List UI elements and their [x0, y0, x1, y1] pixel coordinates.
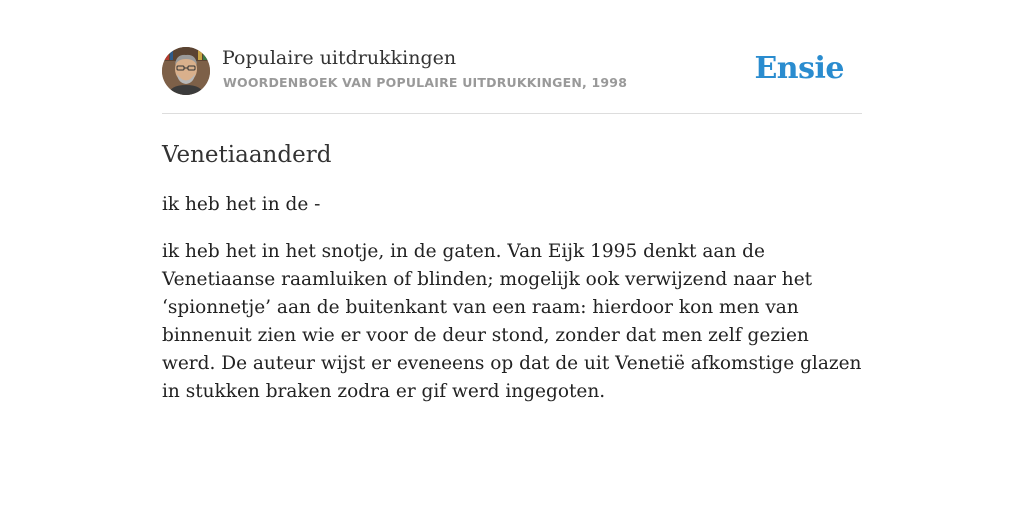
source-header: [162, 46, 862, 114]
ensie-logo[interactable]: Ensie: [754, 51, 844, 86]
entry-paragraph: ik heb het in de -: [162, 194, 321, 215]
source-title[interactable]: Populaire uitdrukkingen: [222, 47, 457, 69]
entry-card: [162, 46, 862, 406]
source-subtitle: WOORDENBOEK VAN POPULAIRE UITDRUKKINGEN, 1998: [223, 75, 628, 90]
entry-paragraph: ik heb het in het snotje, in de gaten. Van Eijk 1995 denkt aan de Venetiaanse raamluiken of blinden; mogelijk ook verwijzend naar het ‘spionnetje’ aan de buitenkant van een raam: hierdoor kon men van binnenuit zien wie er voor de deur stond, zonder dat men zelf gezien werd. De auteur wijst er eveneens op dat de uit Venetië afkomstige glazen in stukken braken zodra er gif werd ingegoten.: [162, 241, 862, 402]
author-avatar[interactable]: [162, 47, 210, 95]
entry-title: Venetiaanderd: [162, 142, 332, 168]
author-portrait-icon: [162, 47, 210, 95]
